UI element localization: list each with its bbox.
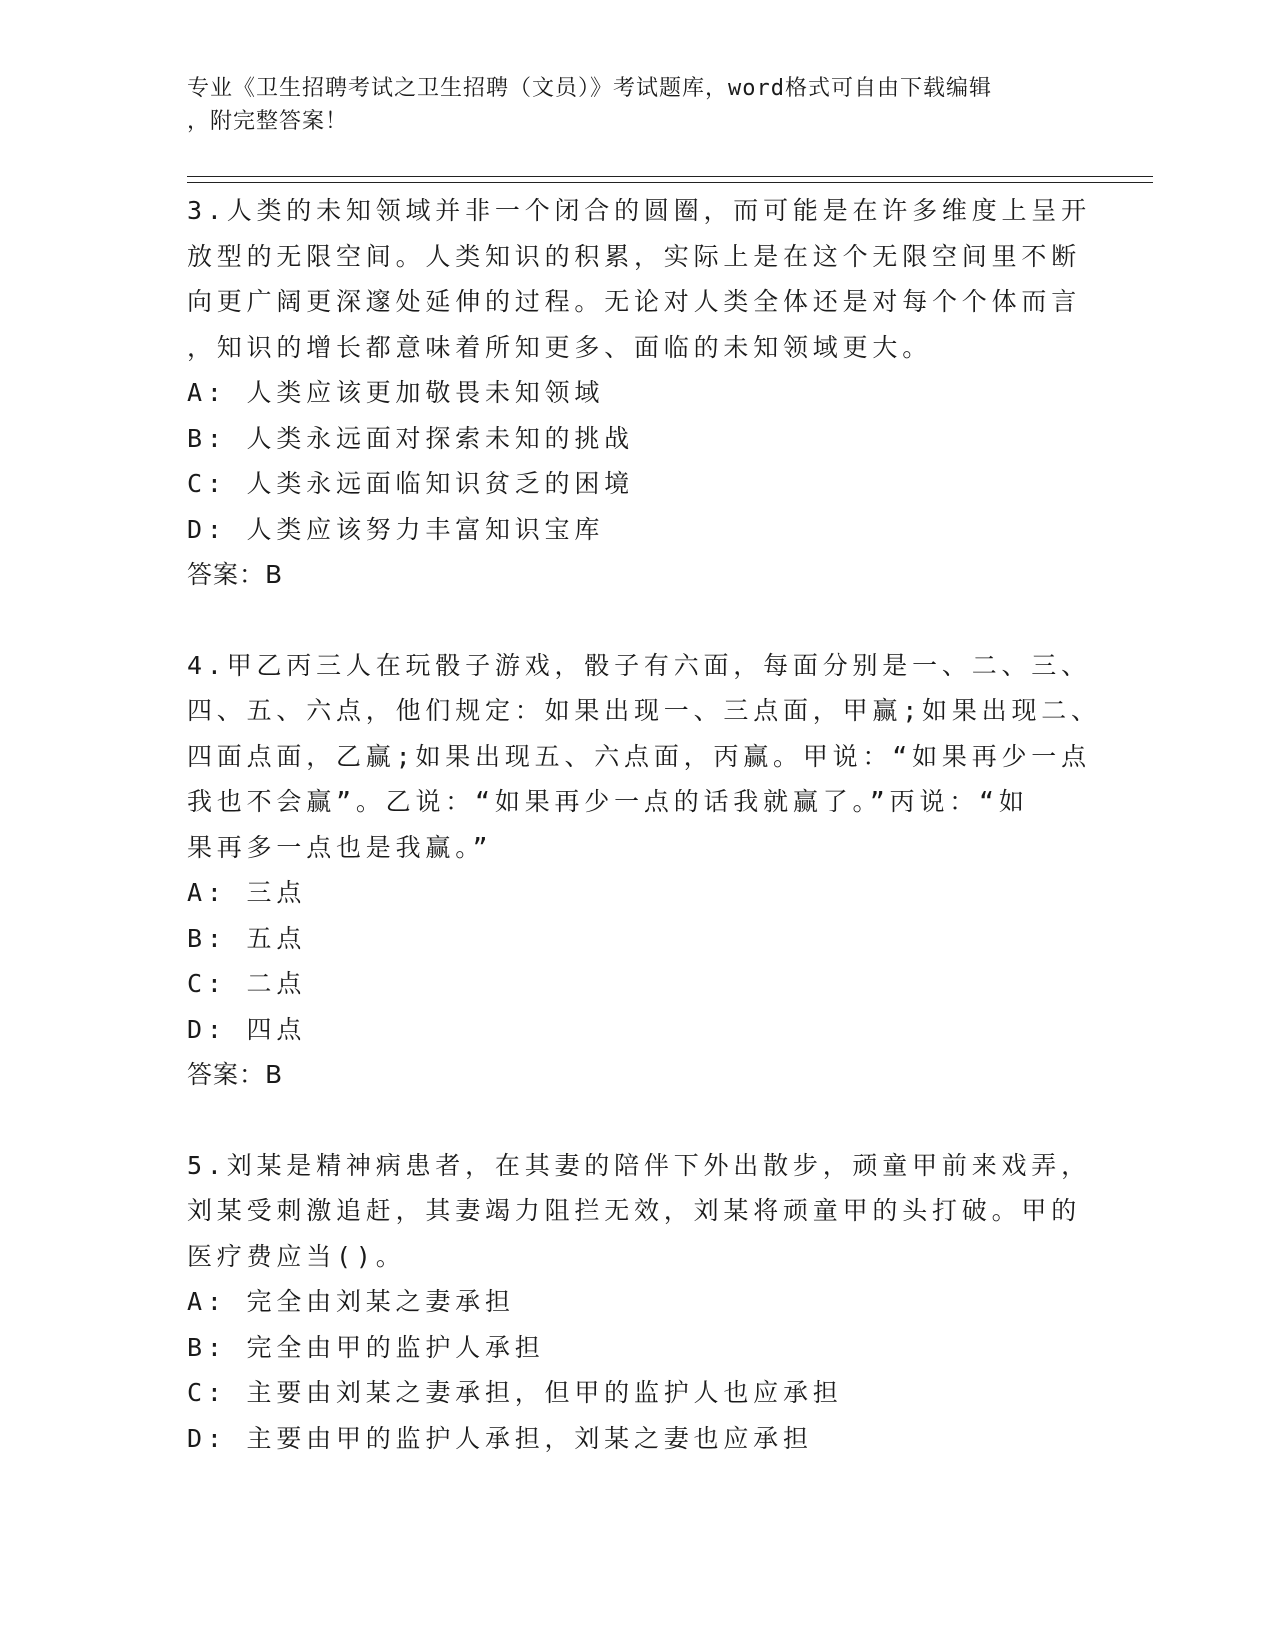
answer-label: 答案：B xyxy=(187,560,284,589)
option-b: B: 完全由甲的监护人承担 xyxy=(187,1332,545,1362)
question-stem-line: 向更广阔更深邃处延伸的过程。无论对人类全体还是对每个个体而言 xyxy=(187,287,1082,316)
question-stem-line: 我也不会赢”。乙说：“如果再少一点的话我就赢了。”丙说：“如 xyxy=(187,787,1029,816)
question-stem-line: 3.人类的未知领域并非一个闭合的圆圈，而可能是在许多维度上呈开 xyxy=(187,196,1091,225)
question-3 xyxy=(187,188,1091,598)
option-a: A: 完全由刘某之妻承担 xyxy=(187,1287,515,1316)
option-d: D: 四点 xyxy=(187,1014,307,1044)
option-d: D: 主要由甲的监护人承担，刘某之妻也应承担 xyxy=(187,1423,813,1453)
answer-label: 答案：B xyxy=(187,1060,284,1089)
option-d: D: 人类应该努力丰富知识宝库 xyxy=(187,514,605,544)
question-stem-line: ，知识的增长都意味着所知更多、面临的未知领域更大。 xyxy=(187,332,933,362)
question-stem-line: 刘某受刺激追赶，其妻竭力阻拦无效，刘某将顽童甲的头打破。甲的 xyxy=(187,1196,1082,1225)
document-header xyxy=(187,72,1067,138)
question-5 xyxy=(187,1143,1091,1462)
question-stem-line: 果再多一点也是我赢。” xyxy=(187,832,493,862)
header-line: ，附完整答案！ xyxy=(187,109,349,134)
option-c: C: 二点 xyxy=(187,969,307,998)
question-stem-line: 四面点面，乙赢;如果出现五、六点面，丙赢。甲说：“如果再少一点 xyxy=(187,741,1091,771)
question-stem-line: 5.刘某是精神病患者，在其妻的陪伴下外出散步，顽童甲前来戏弄， xyxy=(187,1150,1091,1180)
question-spacer xyxy=(187,598,1087,643)
question-stem-line: 4.甲乙丙三人在玩骰子游戏，骰子有六面，每面分别是一、二、三、 xyxy=(187,650,1091,680)
question-stem-line: 放型的无限空间。人类知识的积累，实际上是在这个无限空间里不断 xyxy=(187,241,1082,271)
question-list xyxy=(187,188,1101,1461)
option-c: C: 人类永远面临知识贫乏的困境 xyxy=(187,469,634,498)
option-a: A: 人类应该更加敬畏未知领域 xyxy=(187,378,605,407)
header-rule-bottom xyxy=(187,182,1153,183)
option-c: C: 主要由刘某之妻承担，但甲的监护人也应承担 xyxy=(187,1378,843,1407)
header-rule-top xyxy=(187,176,1153,177)
question-stem-line: 医疗费应当()。 xyxy=(187,1241,406,1271)
header-line: 专业《卫生招聘考试之卫生招聘（文员）》考试题库，word格式可自由下载编辑 xyxy=(187,76,992,101)
option-b: B: 人类永远面对探索未知的挑战 xyxy=(187,423,634,453)
question-4 xyxy=(187,643,1101,1098)
option-b: B: 五点 xyxy=(187,923,307,953)
question-stem-line: 四、五、六点，他们规定：如果出现一、三点面，甲赢;如果出现二、 xyxy=(187,696,1101,725)
question-spacer xyxy=(187,1098,1087,1143)
option-a: A: 三点 xyxy=(187,878,307,907)
